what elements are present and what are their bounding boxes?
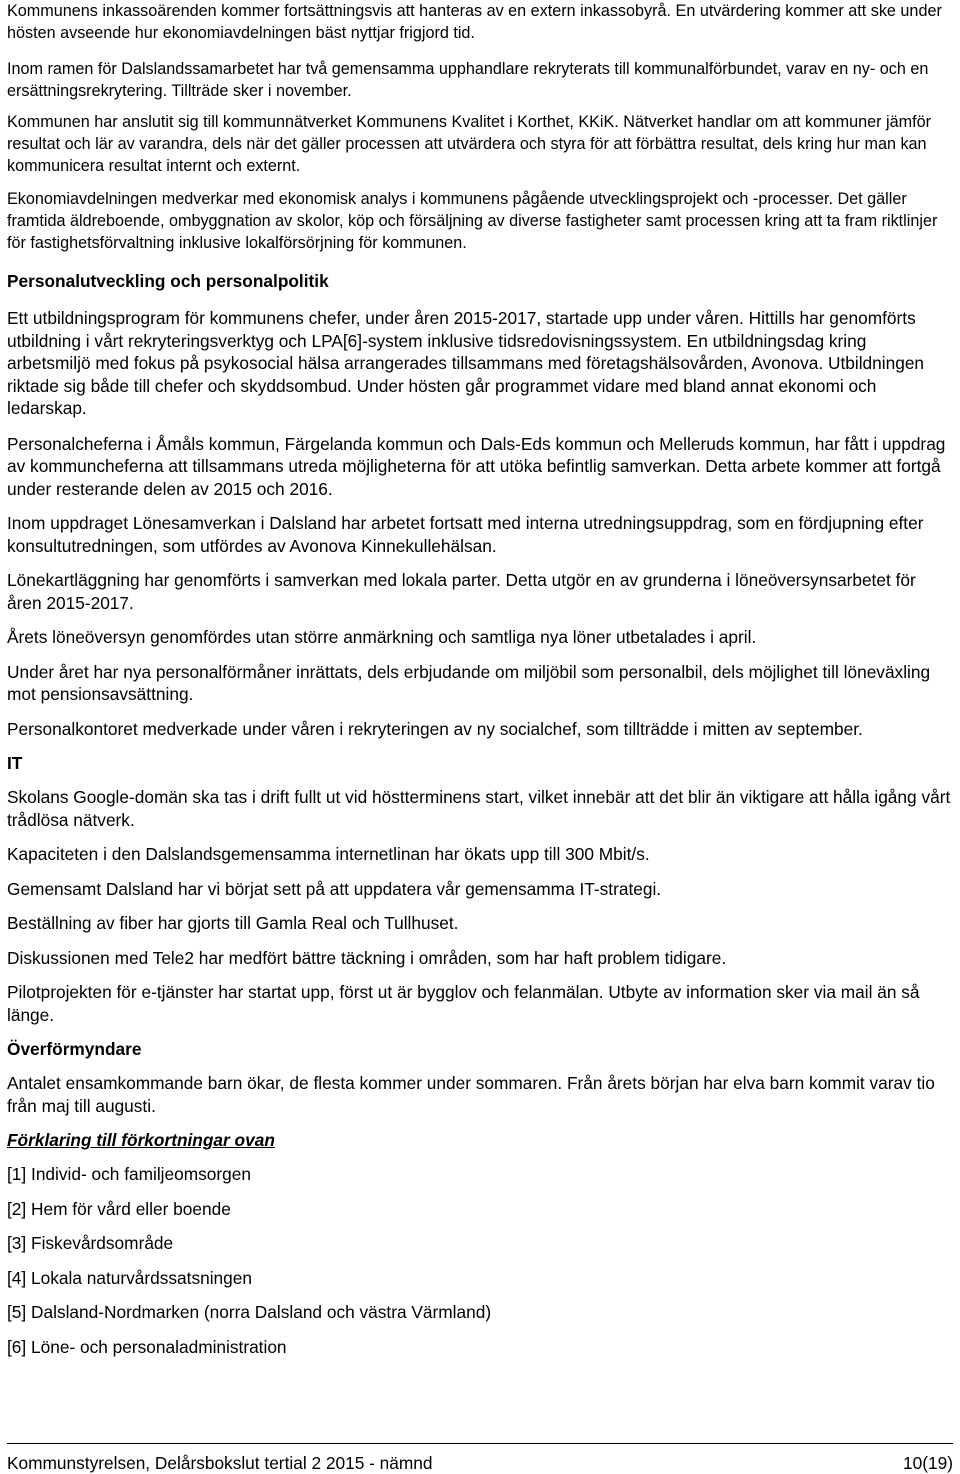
- paragraph-kkik: Kommunen har anslutit sig till kommunnätverket Kommunens Kvalitet i Korthet, KKiK. Nätverket handlar om att kommuner jämför resultat och lär av varandra, dels när det gäller processen att utvärdera och styra för att förbättra resultat, dels kring hur man kan kommunicera resultat internt och externt.: [7, 113, 931, 175]
- page-footer: [7, 1443, 953, 1474]
- abbreviation-item: [6] Löne- och personaladministration: [7, 1336, 287, 1357]
- heading-it: IT: [7, 753, 23, 773]
- footer-document-title: Kommunstyrelsen, Delårsbokslut tertial 2 2015 - nämnd: [7, 1453, 433, 1473]
- heading-overformyndare: Överförmyndare: [7, 1039, 142, 1059]
- abbreviation-item: [3] Fiskevårdsområde: [7, 1233, 174, 1253]
- paragraph-lonesamverkan: Inom uppdraget Lönesamverkan i Dalsland har arbetet fortsatt med interna utredningsuppdrag, som en fördjupning efter konsultutredningen, som utfördes av Avonova Kinnekullehälsan.: [7, 513, 924, 556]
- abbreviation-list: [7, 1163, 953, 1358]
- heading-personalutveckling: Personalutveckling och personalpolitik: [7, 271, 329, 291]
- footer-page-number: 10(19): [903, 1453, 953, 1473]
- paragraph-ensamkommande: Antalet ensamkommande barn ökar, de flesta kommer under sommaren. Från årets början har elva barn kommit varav tio från maj till augusti.: [7, 1073, 935, 1116]
- paragraph-internetlina: Kapaciteten i den Dalslandsgemensamma internetlinan har ökats upp till 300 Mbit/s.: [7, 844, 650, 864]
- abbreviation-item: [1] Individ- och familjeomsorgen: [7, 1164, 251, 1184]
- heading-forklaring: Förklaring till förkortningar ovan: [7, 1130, 275, 1150]
- abbreviation-item: [5] Dalsland-Nordmarken (norra Dalsland och västra Värmland): [7, 1302, 492, 1322]
- abbreviation-item: [2] Hem för vård eller boende: [7, 1198, 231, 1219]
- paragraph-personalcheferna: Personalcheferna i Åmåls kommun, Färgelanda kommun och Dals-Eds kommun och Melleruds kommun, har fått i uppdrag av kommuncheferna att tillsammans utreda möjligheterna för att utöka befintlig samverkan. Detta arbete kommer att fortgå under resterande delen av 2015 och 2016.: [7, 433, 946, 499]
- document-body: [7, 0, 953, 1358]
- paragraph-inkasso: Kommunens inkassoärenden kommer fortsättningsvis att hanteras av en extern inkassobyrå. En utvärdering kommer att ske under hösten avseende hur ekonomiavdelningen bäst nyttjar frigjord tid.: [7, 2, 942, 42]
- paragraph-upphandlare: Inom ramen för Dalslandssamarbetet har två gemensamma upphandlare rekryterats till kommunalförbundet, varav en ny- och en ersättningsrekrytering. Tillträde sker i november.: [7, 60, 929, 100]
- paragraph-personalformaner: Under året har nya personalförmåner inrättats, dels erbjudande om miljöbil som personalbil, dels möjlighet till löneväxling mot pensionsavsättning.: [7, 661, 931, 704]
- paragraph-it-strategi: Gemensamt Dalsland har vi börjat sett på att uppdatera vår gemensamma IT-strategi.: [7, 878, 662, 899]
- paragraph-loneoversyn: Årets löneöversyn genomfördes utan större anmärkning och samtliga nya löner utbetalades i april.: [7, 627, 757, 647]
- paragraph-utbildningsprogram: Ett utbildningsprogram för kommunens chefer, under åren 2015-2017, startade upp under våren. Hittills har genomförts utbildning i vårt rekryteringsverktyg och LPA[6]-system inklusive tidsredovisningssystem. En utbildningsdag kring arbetsmiljö med fokus på psykosocial hälsa arrangerades tillsammans med företagshälsovården, Avonova. Utbildningen riktade sig både till chefer och skyddsombud. Under hösten går programmet vidare med bland annat ekonomi och ledarskap.: [7, 308, 925, 418]
- abbreviation-item: [4] Lokala naturvårdssatsningen: [7, 1267, 252, 1288]
- paragraph-google-doman: Skolans Google-domän ska tas i drift fullt ut vid höstterminens start, vilket innebär att det blir än viktigare att hålla igång vårt trådlösa nätverk.: [7, 787, 951, 830]
- paragraph-tele2: Diskussionen med Tele2 har medfört bättre täckning i områden, som har haft problem tidigare.: [7, 947, 727, 968]
- paragraph-fiber: Beställning av fiber har gjorts till Gamla Real och Tullhuset.: [7, 913, 459, 933]
- paragraph-personalkontoret: Personalkontoret medverkade under våren i rekryteringen av ny socialchef, som tillträdde i mitten av september.: [7, 718, 863, 739]
- paragraph-lonekartlaggning: Lönekartläggning har genomförts i samverkan med lokala parter. Detta utgör en av grunderna i löneöversynsarbetet för åren 2015-2017.: [7, 570, 916, 613]
- paragraph-ekonomiavdelningen: Ekonomiavdelningen medverkar med ekonomisk analys i kommunens pågående utvecklingsprojekt och -processer. Det gäller framtida äldreboende, ombyggnation av skolor, köp och försäljning av diverse fastigheter samt processen kring att ta fram riktlinjer för fastighetsförvaltning inklusive lokalförsörjning för kommunen.: [7, 190, 938, 252]
- paragraph-e-tjanster: Pilotprojekten för e-tjänster har startat upp, först ut är bygglov och felanmälan. Utbyte av information sker via mail än så länge.: [7, 982, 920, 1025]
